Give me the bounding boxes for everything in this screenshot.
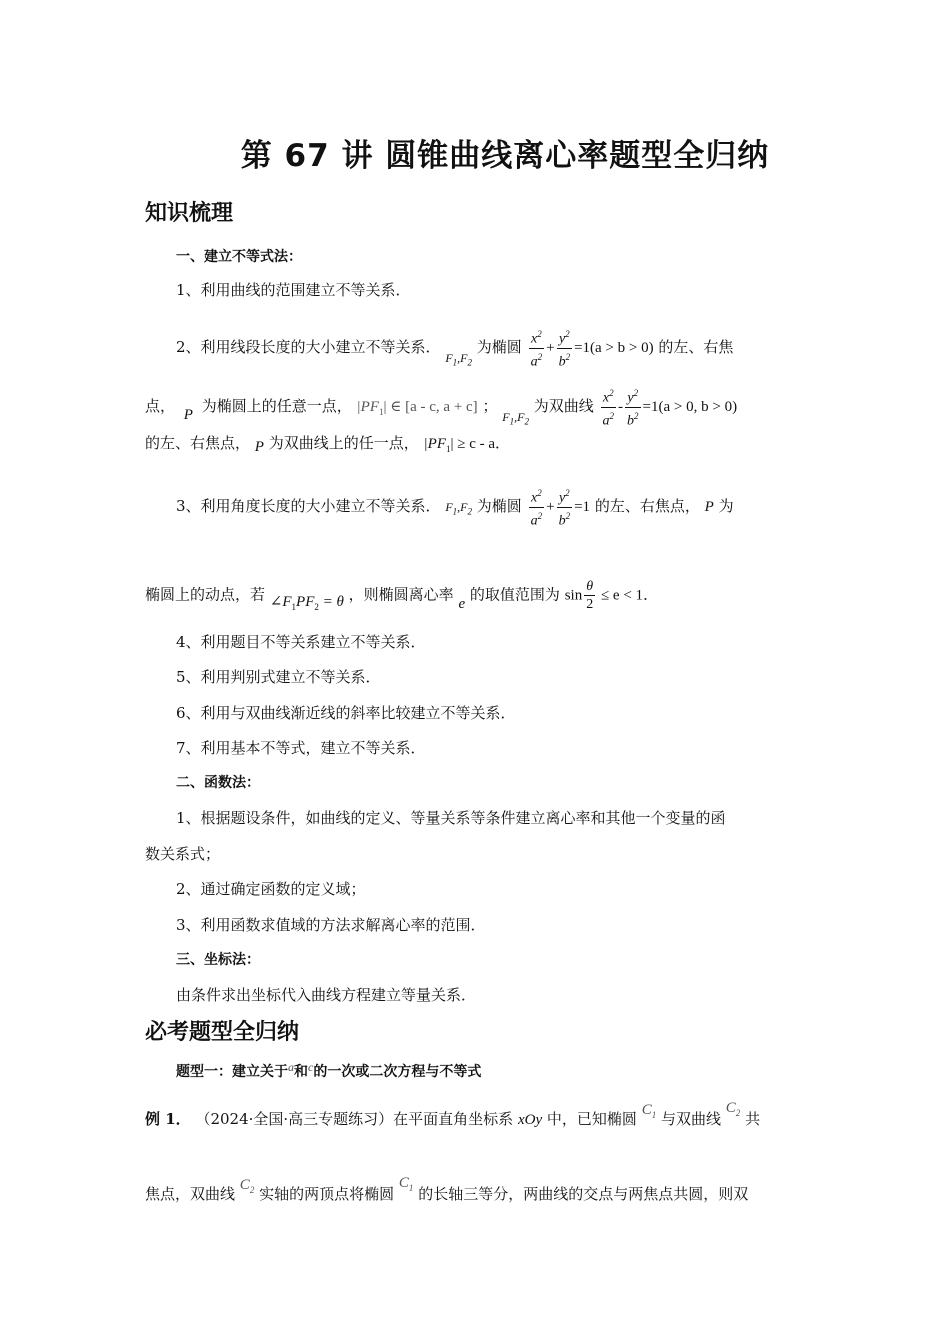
item-1: 1、利用曲线的范围建立不等关系．: [176, 281, 411, 299]
example-1-source: （2024·全国·高三专题练习）在平面直角坐标系: [195, 1110, 514, 1128]
math-f1f2-hyp: F1,F2: [502, 410, 529, 427]
item-3-ecc: ，则椭圆离心率: [348, 585, 454, 604]
func-1-line-2: 数关系式；: [145, 845, 221, 863]
semicolon: ；: [482, 397, 498, 416]
item-3-ellipse: 为椭圆: [476, 497, 522, 516]
type-1-and: 和: [294, 1064, 308, 1080]
section-knowledge: 知识梳理: [145, 201, 234, 226]
text-any-point: 为椭圆上的任意一点，: [201, 397, 352, 416]
section-question-types: 必考题型全归纳: [145, 1020, 300, 1045]
math-p2: P: [254, 439, 264, 455]
math-f1f2: F1,F2: [445, 351, 473, 368]
math-xoy: xOy: [517, 1112, 543, 1128]
example-1-gong: 共: [745, 1110, 761, 1128]
item-3-wei: 为: [718, 497, 734, 516]
frac-hyp-y2-b2: $\frac{y^2}{b^2}$: [625, 385, 641, 429]
item-2-line-2: [145, 385, 737, 429]
item-3-line-1: [176, 485, 734, 529]
type-1-heading: [176, 1061, 481, 1081]
frac-theta-2: $\frac{\theta}{2}$: [586, 579, 594, 612]
type-1-rest: 的一次或二次方程与不等式: [313, 1064, 482, 1080]
math-pf-range: $|PF_1|$ ∈ [a - c, a + c]: [356, 399, 478, 418]
text-hyperbola: 为双曲线: [533, 397, 594, 416]
text-hyp-point: 为双曲线上的任一点，: [268, 434, 419, 452]
frac-y2-b2: $\frac{y^2}{b^2}$: [557, 326, 573, 370]
frac-x2-a2: $\frac{x^2}{a^2}$: [529, 326, 545, 370]
math-angle: $\angle F_1PF_2 = \theta$: [269, 593, 344, 612]
math-sin: sin: [564, 587, 583, 604]
eq-one: =1: [574, 499, 591, 516]
frac-hyp-x2-a2: $\frac{x^2}{a^2}$: [601, 385, 617, 429]
coord-1: 由条件求出坐标代入曲线方程建立等量关系．: [176, 986, 477, 1004]
example-1-vertices: 实轴的两顶点将椭圆: [259, 1185, 395, 1203]
text-foci: 的左、右焦点，: [145, 434, 251, 452]
math-c1-b: $C_1$: [398, 1175, 414, 1193]
math-f1f2-3: $F_1,F_2$: [445, 500, 473, 517]
item-3-text: 3、利用角度长度的大小建立不等关系．: [176, 497, 441, 516]
example-1-focus: 焦点，双曲线: [145, 1185, 236, 1203]
math-range: ≤ e < 1: [597, 587, 644, 604]
frac-3-y2-b2: $\frac{y^2}{b^2}$: [557, 485, 573, 529]
hyperbola-condition: =1(a > 0, b > 0): [642, 399, 738, 416]
math-p3: P: [704, 499, 714, 516]
item-6: 6、利用与双曲线渐近线的斜率比较建立不等关系．: [176, 704, 516, 722]
page-title: 第 67 讲 圆锥曲线离心率题型全归纳: [240, 138, 770, 174]
example-1-hyperbola: 与双曲线: [660, 1110, 721, 1128]
text-point: 点，: [145, 397, 176, 416]
func-2: 2、通过确定函数的定义域；: [176, 880, 366, 898]
math-a: a: [288, 1060, 294, 1074]
item-2-line-1: [176, 326, 733, 370]
example-1-line-1: [145, 1100, 761, 1130]
math-pf-hyp: $|PF_1| \ge c - a$: [423, 436, 496, 454]
item-2-tail: 的左、右焦: [658, 338, 734, 357]
math-c: c: [308, 1060, 314, 1074]
math-e: e: [458, 595, 466, 612]
item-2-text: 2、利用线段长度的大小建立不等关系．: [176, 338, 441, 357]
ellipse-condition: =1(a > b > 0): [574, 340, 654, 357]
heading-coordinate-method: 三、坐标法：: [176, 952, 260, 968]
item-3-range: 的取值范围为: [469, 585, 560, 604]
period: ．: [495, 434, 511, 452]
func-3: 3、利用函数求值域的方法求解离心率的范围．: [176, 916, 486, 934]
example-1-ellipse: 中，已知椭圆: [546, 1110, 637, 1128]
example-1-label: 例 1．: [145, 1110, 191, 1128]
heading-inequality-method: 一、建立不等式法：: [176, 249, 302, 265]
item-5: 5、利用判别式建立不等关系．: [176, 668, 381, 686]
item-2-ellipse-text: 为椭圆: [476, 338, 522, 357]
frac-3-x2-a2: $\frac{x^2}{a^2}$: [529, 485, 545, 529]
item-3-line-2: [145, 578, 658, 613]
math-c2-b: $C_2$: [239, 1177, 255, 1195]
example-1-tail: 的长轴三等分，两曲线的交点与两焦点共圆，则双: [418, 1185, 749, 1203]
math-c1: $C_1$: [641, 1102, 657, 1120]
example-1-line-2: [145, 1175, 749, 1205]
minus-sign: -: [618, 399, 624, 416]
period-3: ．: [643, 585, 659, 604]
item-3-foci: 的左、右焦点，: [594, 497, 700, 516]
item-7: 7、利用基本不等式，建立不等关系．: [176, 739, 426, 757]
type-1-text: 题型一：建立关于: [176, 1064, 288, 1080]
func-1-line-1: 1、根据题设条件，如曲线的定义、等量关系等条件建立离心率和其他一个变量的函: [176, 809, 726, 827]
math-c2: $C_2$: [725, 1100, 741, 1118]
plus-sign: +: [546, 340, 555, 357]
item-3-moving-point: 椭圆上的动点，若: [145, 585, 266, 604]
heading-function-method: 二、函数法：: [176, 775, 260, 791]
item-4: 4、利用题目不等关系建立不等关系．: [176, 633, 426, 651]
item-2-line-3: [145, 432, 510, 454]
plus-sign-3: +: [546, 499, 555, 516]
math-p: P: [183, 407, 193, 424]
